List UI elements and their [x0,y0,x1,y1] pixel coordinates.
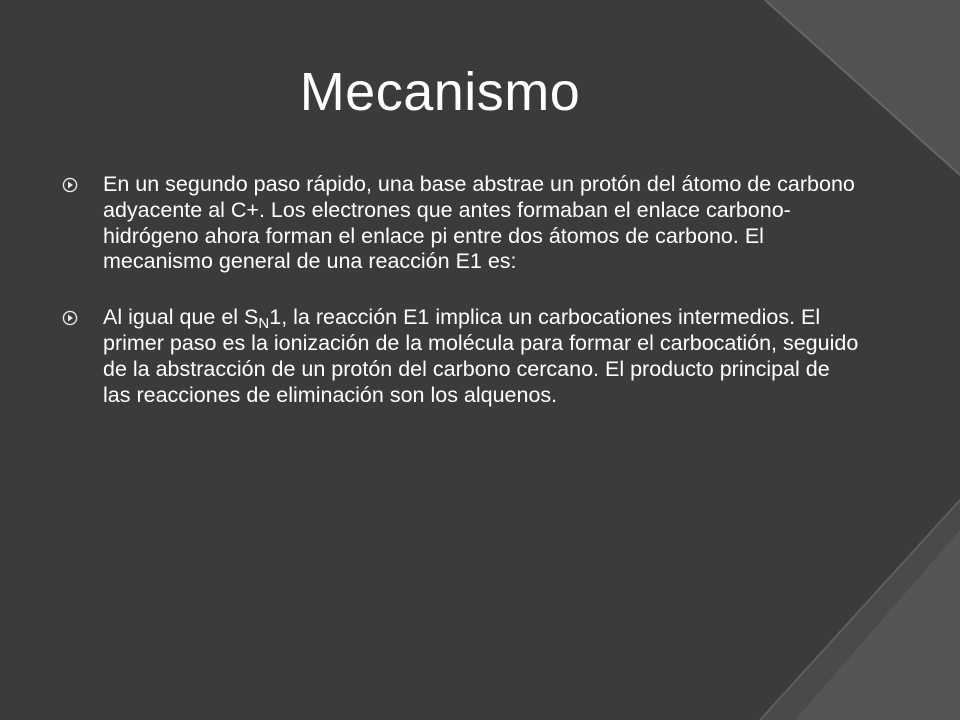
slide-title: Mecanismo [299,62,581,122]
bullet-text [103,305,862,408]
bullet-item [62,172,862,275]
bullet-list [62,172,862,438]
circled-arrow-bullet-icon [62,177,78,193]
circled-arrow-bullet-icon [62,310,78,326]
bullet-item [62,305,862,408]
bullet-text: En un segundo paso rápido, una base abstrae un protón del átomo de carbono adyacente al C+. Los electrones que antes formaban el enlace carbono-hidrógeno ahora forman el enlace pi entre dos átomos de carbono. El mecanismo general de una reacción E1 es: [103,172,855,274]
bullet-text-after: 1, la reacción E1 implica un carbocationes intermedios. El primer paso es la ionización de la molécula para formar el carbocatión, seguido de la abstracción de un protón del carbono cercano. El producto principal de las reacciones de eliminación son los alquenos. [103,305,859,407]
bullet-text-before: Al igual que el S [103,305,259,330]
subscript-n: N [258,315,270,333]
